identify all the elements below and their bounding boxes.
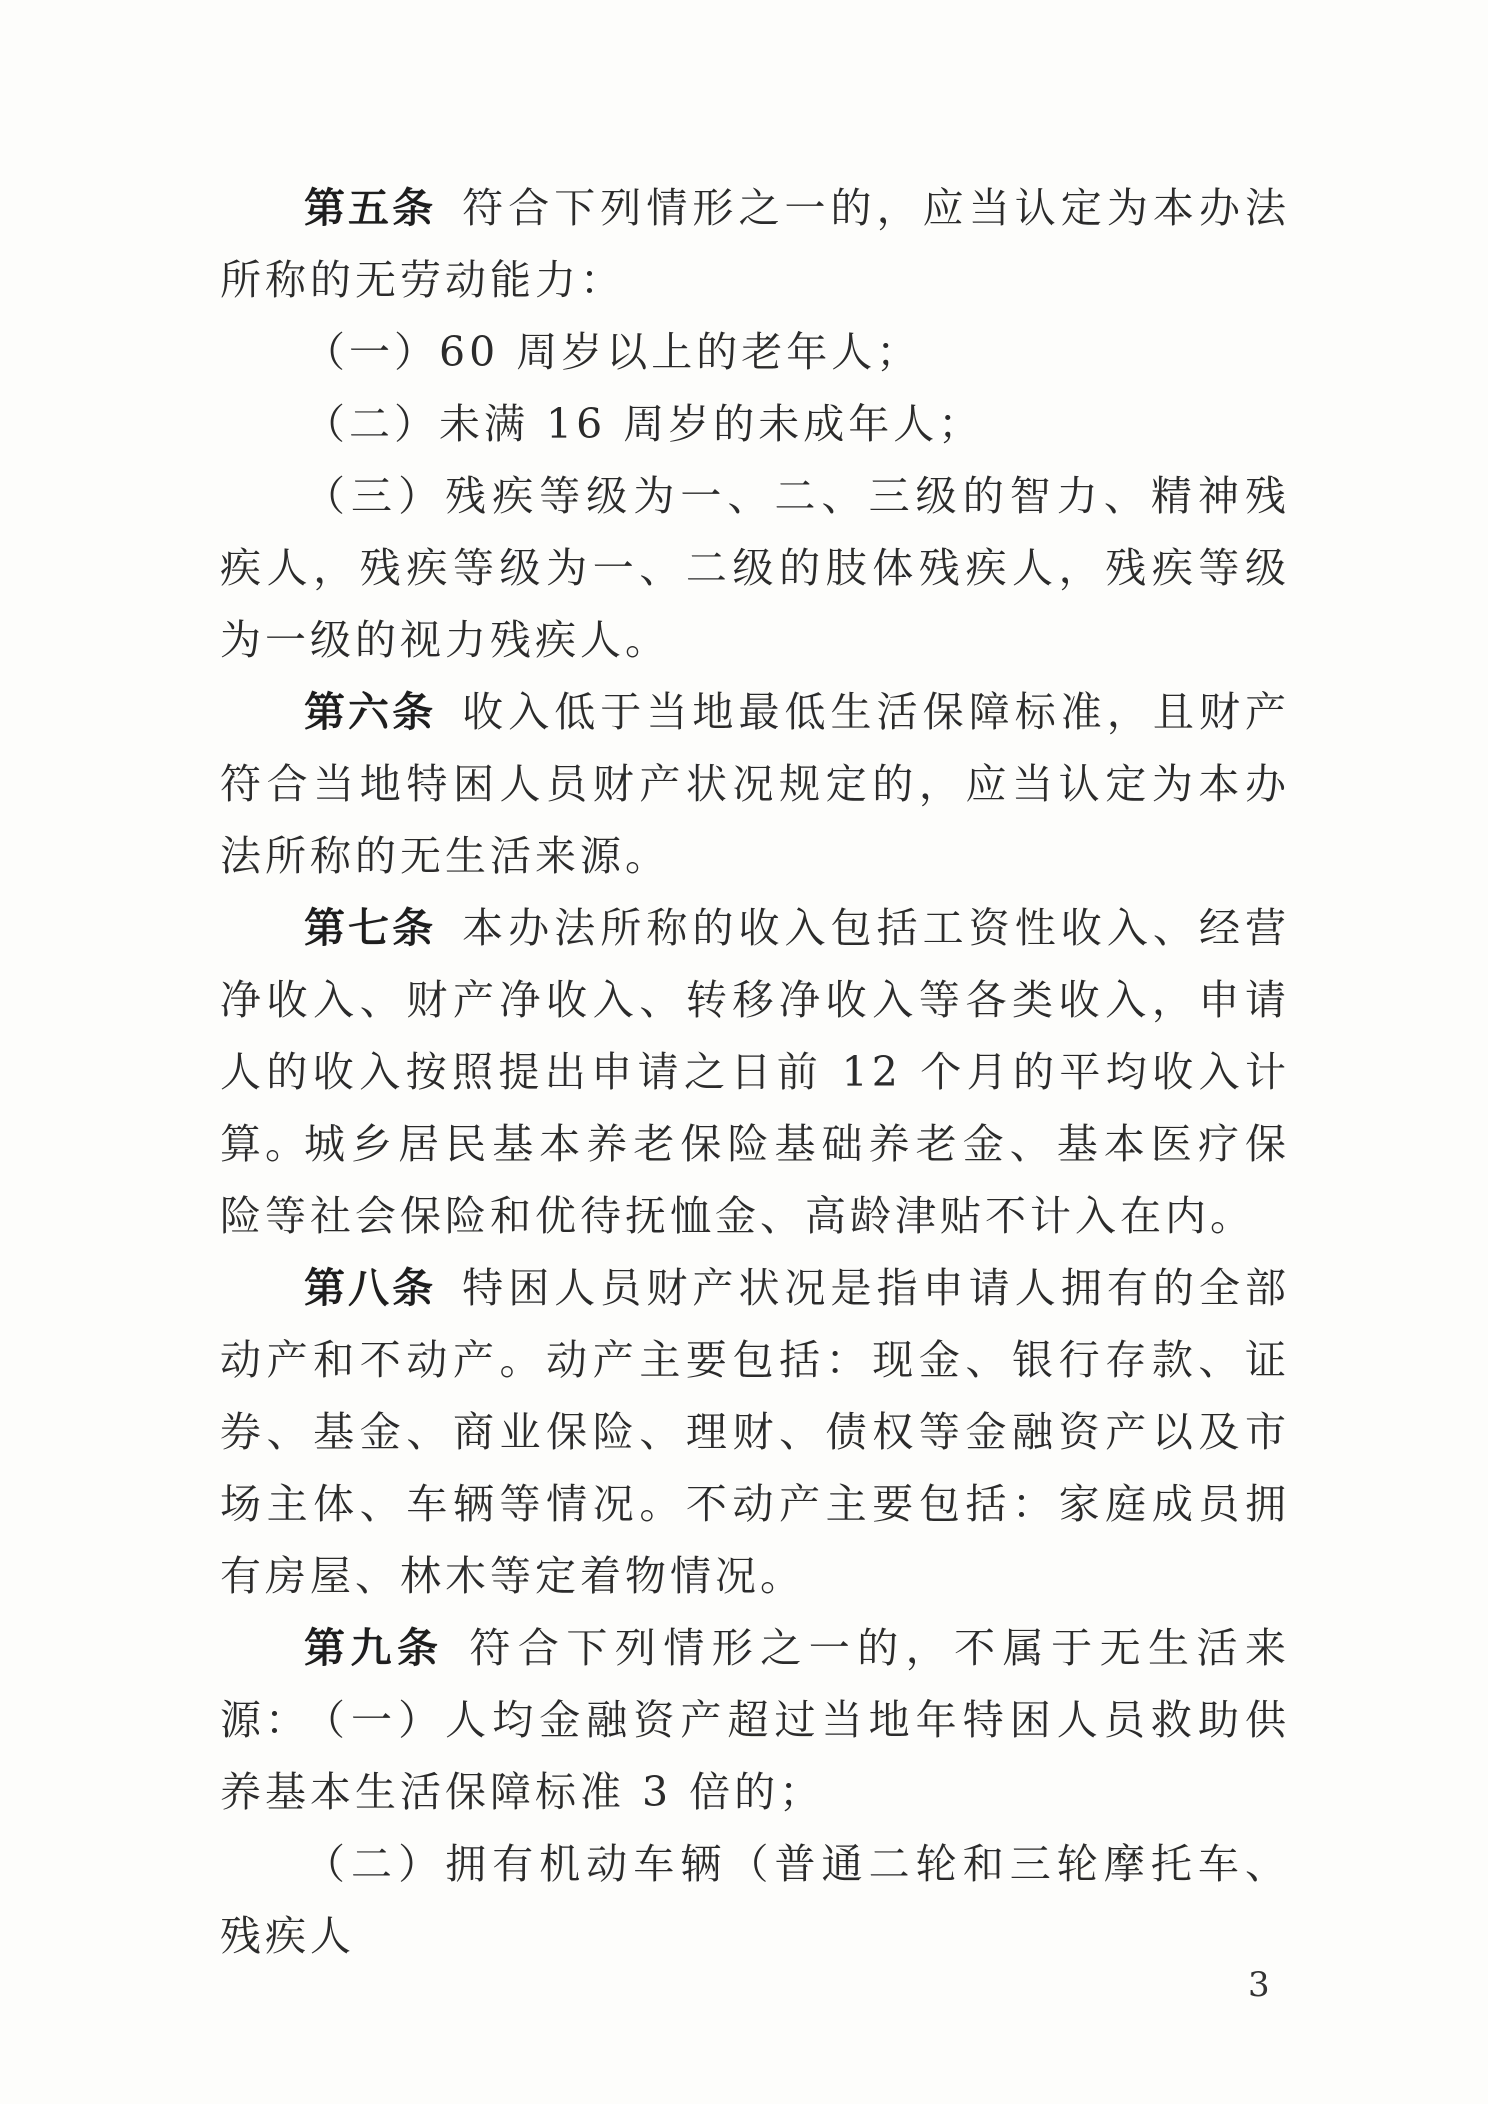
article-heading: 第九条: [304, 1624, 444, 1672]
article-heading: 第六条: [304, 688, 437, 736]
article-heading: 第八条: [304, 1264, 437, 1312]
list-item: （一）60 周岁以上的老年人；: [304, 328, 922, 376]
list-item: （三）残疾等级为一、二、三级的智力、精神残疾人，残疾等级为一、二级的肢体残疾人，残疾等级为一级的视力残疾人。: [220, 472, 1290, 664]
article-5: [220, 172, 1290, 316]
article-heading: 第五条: [304, 184, 437, 232]
article-text: 收入低于当地最低生活保障标准，且财产符合当地特困人员财产状况规定的，应当认定为本办法所称的无生活来源。: [220, 688, 1291, 880]
list-item: （二）拥有机动车辆（普通二轮和三轮摩托车、残疾人: [220, 1840, 1290, 1960]
article-heading: 第七条: [304, 904, 437, 952]
list-item: （一）人均金融资产超过当地年特困人员救助供养基本生活保障标准 3 倍的；: [220, 1696, 1290, 1816]
article-text: 本办法所称的收入包括工资性收入、经营净收入、财产净收入、转移净收入等各类收入，申请人的收入按照提出申请之日前 12 个月的平均收入计算。: [220, 904, 1291, 1168]
page-number: 3: [1248, 1965, 1270, 2005]
list-item: （二）未满 16 周岁的未成年人；: [304, 400, 984, 448]
article-text: 符合下列情形之一的，应当认定为本办法所称的无劳动能力：: [220, 184, 1291, 304]
article-8: [220, 1252, 1290, 1612]
article-text: 符合下列情形之一的，不属于无生活来源：: [220, 1624, 1290, 1744]
article-7-paragraph: 城乡居民基本养老保险基础养老金、基本医疗保险等社会保险和优待抚恤金、高龄津贴不计入在内。: [220, 1120, 1290, 1240]
article-text: 特困人员财产状况是指申请人拥有的全部动产和不动产。动产主要包括：现金、银行存款、证券、基金、商业保险、理财、债权等金融资产以及市场主体、车辆等情况。不动产主要包括：家庭成员拥有房屋、林木等定着物情况。: [220, 1264, 1291, 1600]
article-6: [220, 676, 1290, 892]
